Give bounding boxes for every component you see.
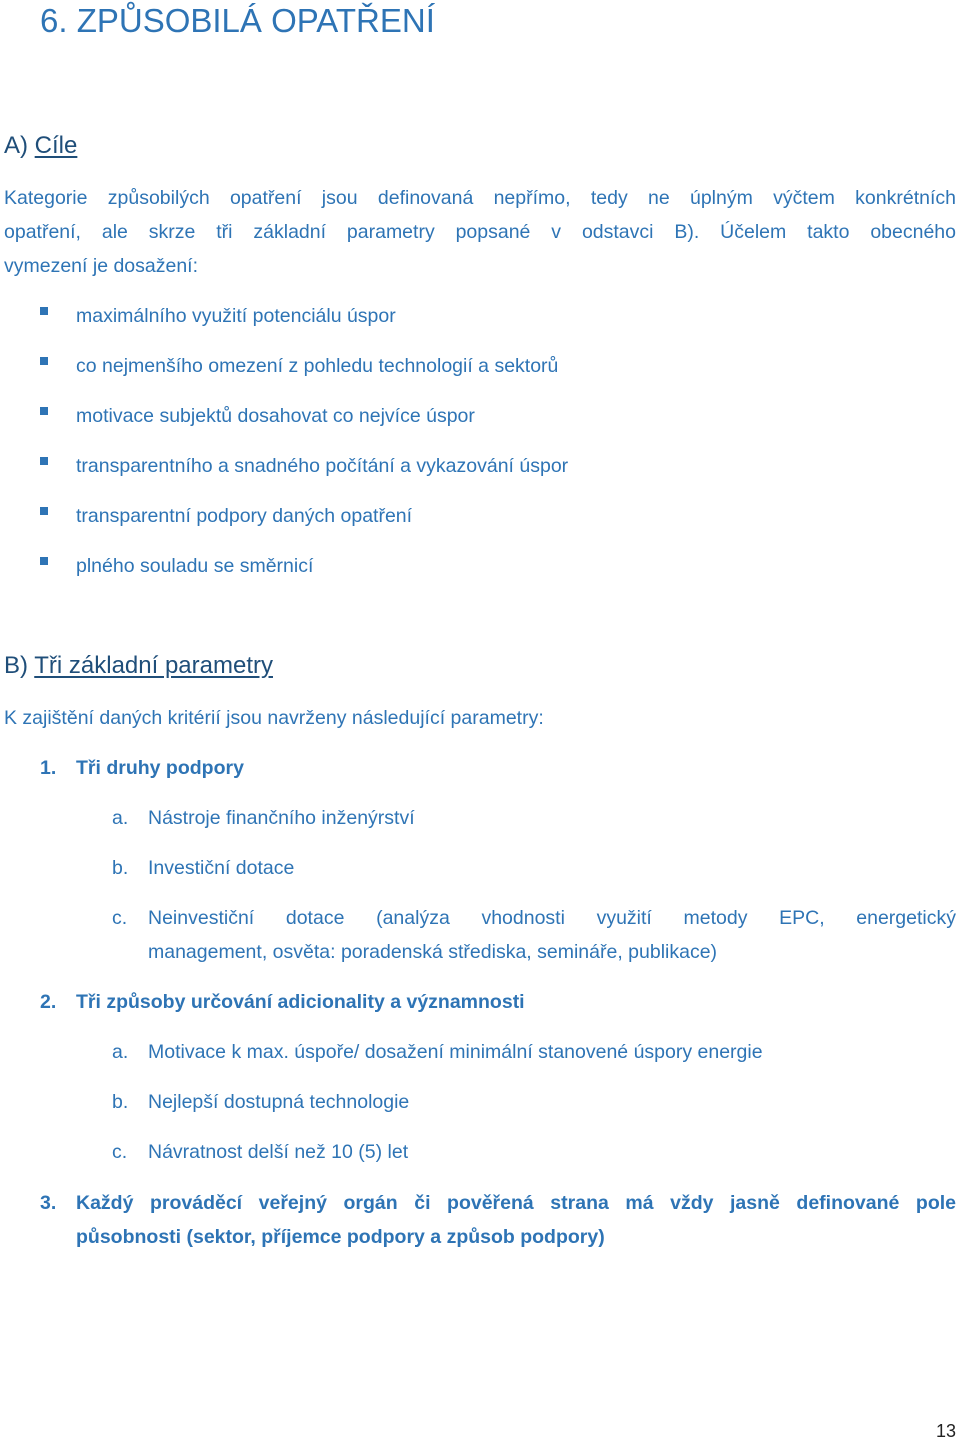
param-text-line: Každý prováděcí veřejný orgán či pověřená strana má vždy jasně definované pole [76, 1192, 956, 1214]
param-number: 2. [40, 991, 57, 1013]
square-bullet-icon [40, 357, 48, 365]
param-item [40, 754, 956, 782]
sub-text-line: management, osvěta: poradenská střediska, semináře, publikace) [148, 941, 718, 963]
section-b-title: Tři základní parametry [34, 652, 273, 679]
sub-text-line: Neinvestiční dotace (analýza vhodnosti využití metody EPC, energetický [148, 907, 956, 929]
sub-letter: c. [112, 907, 128, 929]
sub-text: Nástroje finančního inženýrství [148, 807, 415, 829]
param-number: 3. [40, 1192, 57, 1214]
sub-letter: c. [112, 1141, 128, 1163]
section-a-prefix: A) [4, 132, 28, 159]
section-b-intro: K zajištění daných kritérií jsou navrženy následující parametry: [4, 707, 544, 729]
list-item-text: transparentní podpory daných opatření [76, 505, 413, 527]
param-title: Tři způsoby určování adicionality a významnosti [76, 991, 525, 1013]
square-bullet-icon [40, 557, 48, 565]
section-b-prefix: B) [4, 652, 28, 679]
sub-item [112, 1088, 956, 1116]
intro-line: Kategorie způsobilých opatření jsou definovaná nepřímo, tedy ne úplným výčtem konkrétních [4, 187, 956, 209]
sub-letter: a. [112, 807, 129, 829]
list-item-text: transparentního a snadného počítání a vykazování úspor [76, 455, 569, 477]
sub-item [112, 854, 956, 882]
list-item-text: motivace subjektů dosahovat co nejvíce úspor [76, 405, 475, 427]
sub-text: Nejlepší dostupná technologie [148, 1091, 410, 1113]
sub-letter: b. [112, 857, 129, 879]
sub-letter: a. [112, 1041, 129, 1063]
param-item [40, 988, 956, 1016]
param-title: Tři druhy podpory [76, 757, 244, 779]
square-bullet-icon [40, 307, 48, 315]
list-item-text: maximálního využití potenciálu úspor [76, 305, 396, 327]
square-bullet-icon [40, 507, 48, 515]
intro-paragraph [4, 181, 956, 283]
section-a-heading [4, 130, 77, 162]
sub-text: Motivace k max. úspoře/ dosažení minimální stanovené úspory energie [148, 1041, 763, 1063]
list-item-text: co nejmenšího omezení z pohledu technologií a sektorů [76, 355, 559, 377]
sub-item [112, 1038, 956, 1066]
param-text-line: působnosti (sektor, příjemce podpory a způsob podpory) [76, 1226, 605, 1248]
page-number: 13 [935, 1421, 956, 1441]
param-item [40, 1189, 956, 1251]
section-b-heading [4, 650, 273, 682]
sub-item [112, 804, 956, 832]
section-a-title: Cíle [34, 132, 78, 159]
sub-text: Návratnost delší než 10 (5) let [148, 1141, 409, 1163]
sub-item [112, 1138, 956, 1166]
square-bullet-icon [40, 407, 48, 415]
sub-letter: b. [112, 1091, 129, 1113]
page-title: 6. ZPŮSOBILÁ OPATŘENÍ [40, 2, 435, 39]
intro-line: vymezení je dosažení: [4, 255, 199, 277]
sub-text: Investiční dotace [148, 857, 295, 879]
square-bullet-icon [40, 457, 48, 465]
list-item-text: plného souladu se směrnicí [76, 555, 314, 577]
param-number: 1. [40, 757, 57, 779]
intro-line: opatření, ale skrze tři základní parametry popsané v odstavci B). Účelem takto obecného [4, 221, 956, 243]
sub-item [112, 904, 956, 966]
